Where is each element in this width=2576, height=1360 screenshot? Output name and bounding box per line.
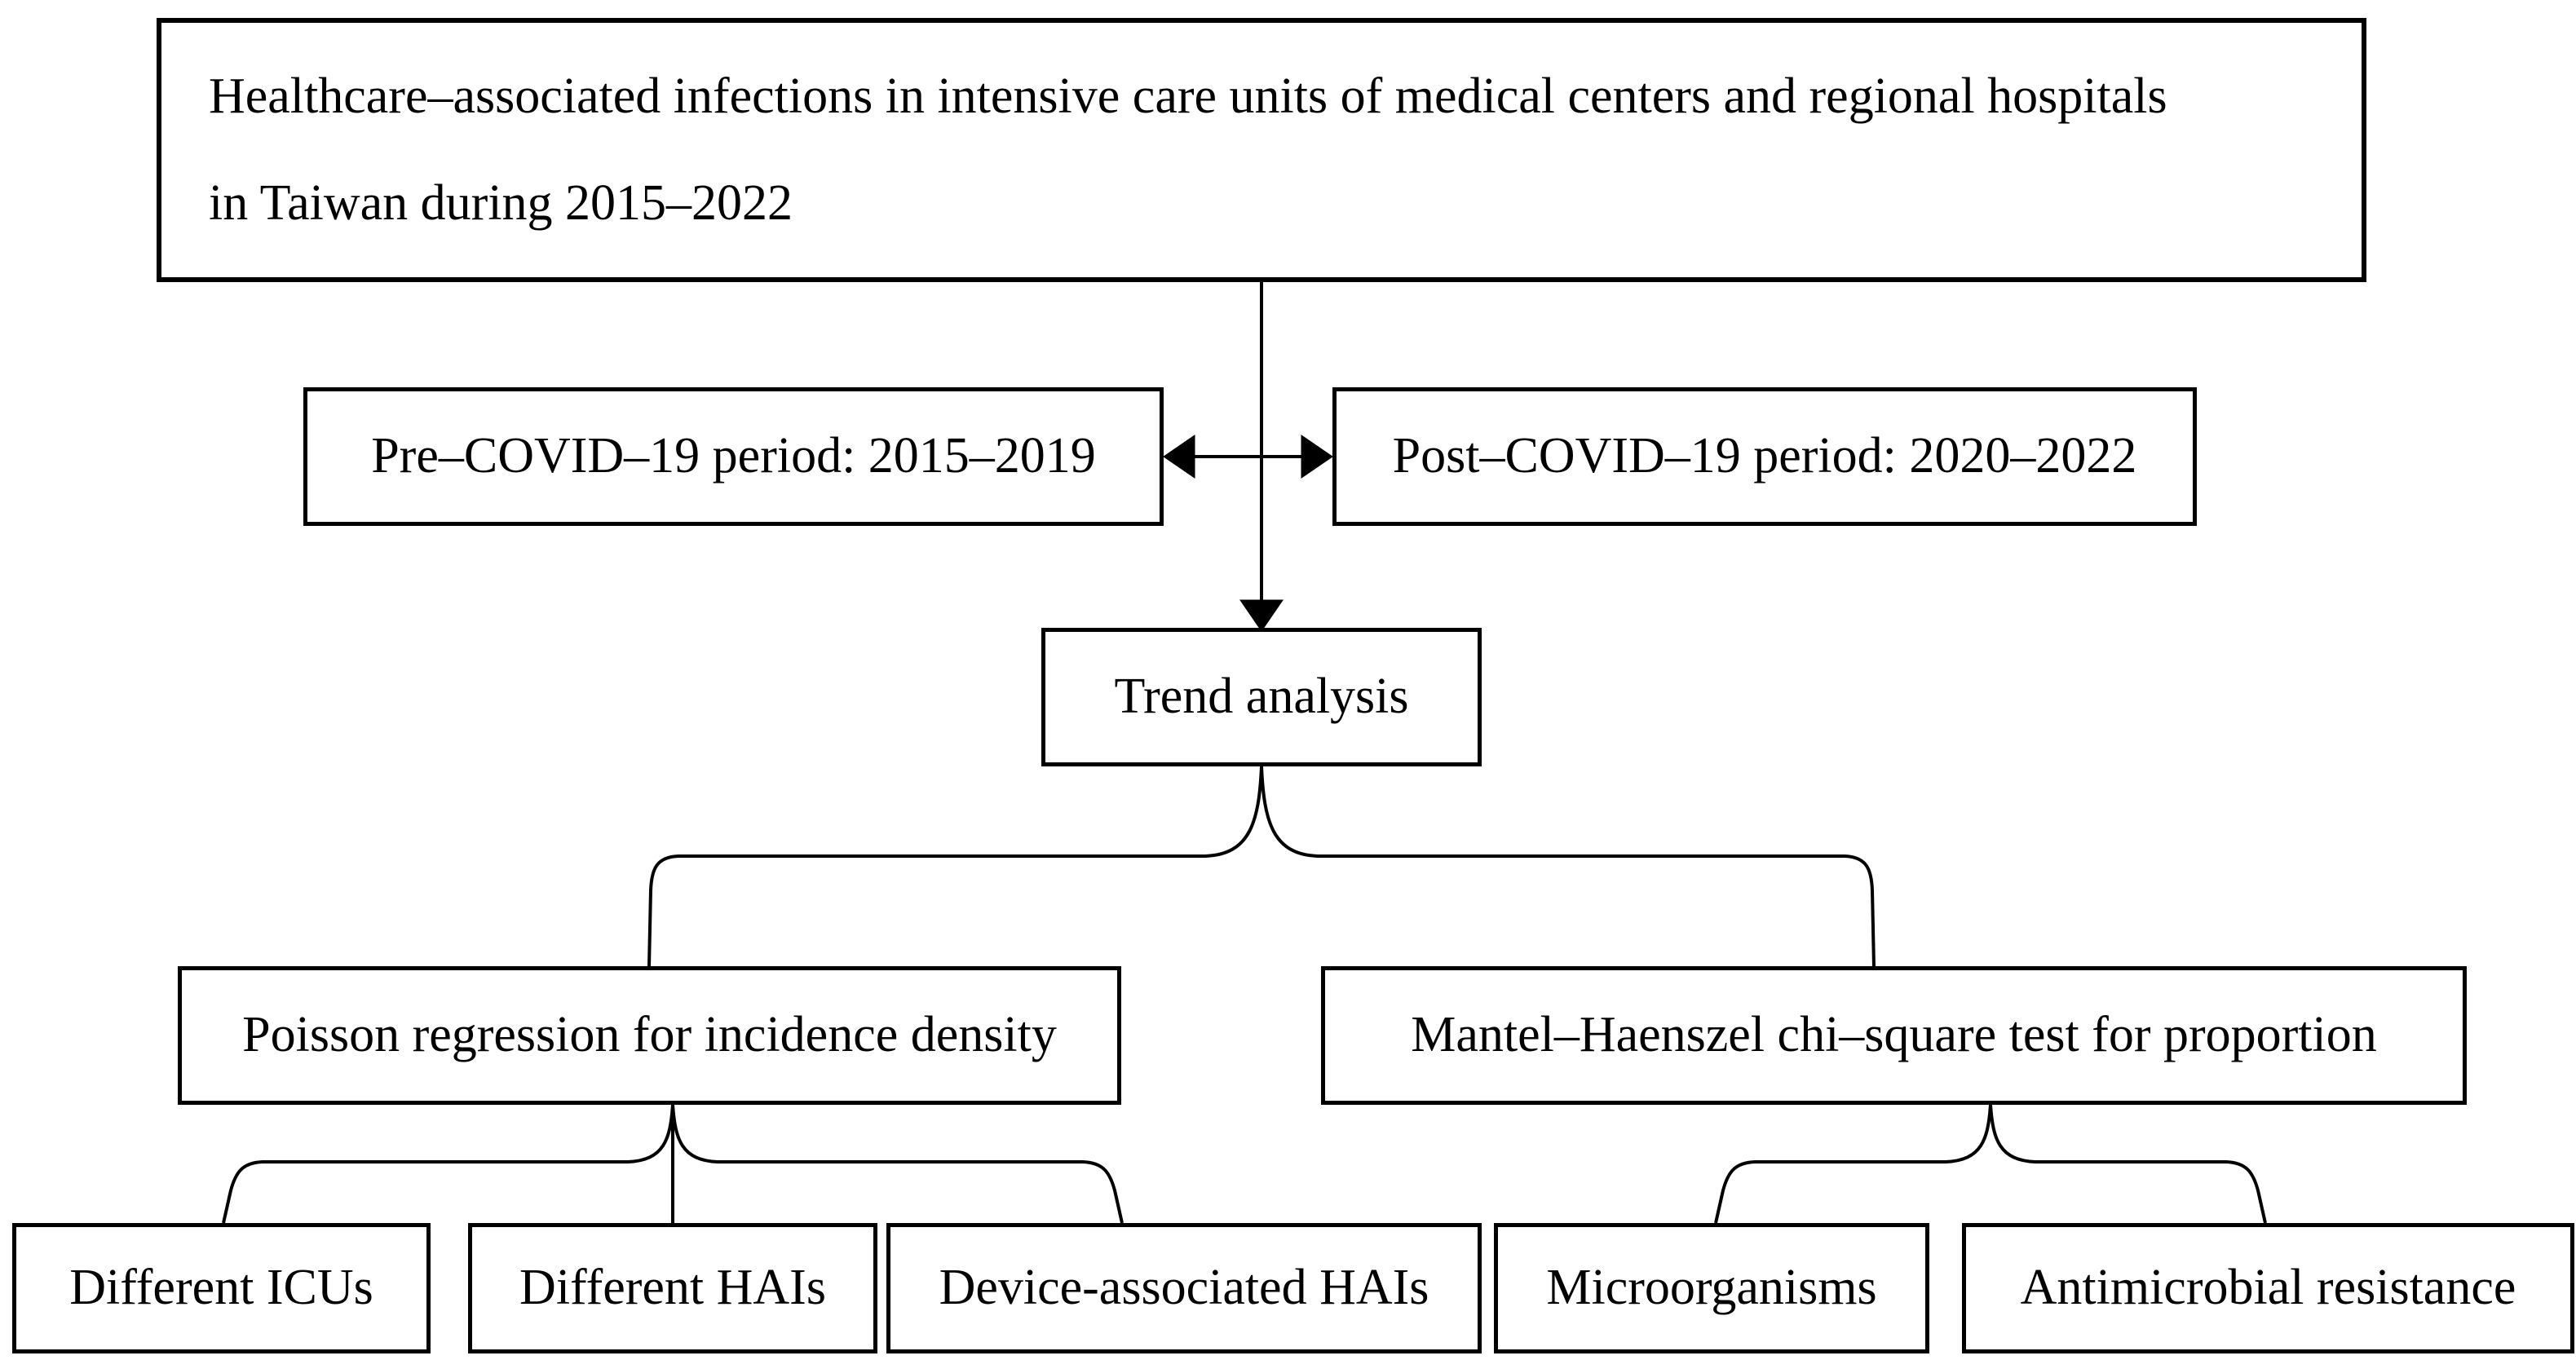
study-title-line2: in Taiwan during 2015–2022: [209, 175, 793, 231]
study-title-box: [157, 18, 2366, 282]
brace-mantel-to-outcomes: [1716, 1105, 2265, 1223]
brace-trend-to-methods: [649, 766, 1874, 966]
microorganisms-box: Microorganisms: [1494, 1223, 1929, 1353]
different-icus-box: Different ICUs: [12, 1223, 431, 1353]
trend-analysis-box: Trend analysis: [1041, 628, 1482, 766]
pre-covid-period-box: Pre–COVID–19 period: 2015–2019: [303, 387, 1164, 526]
device-associated-hais-box: Device-associated HAIs: [886, 1223, 1482, 1353]
antimicrobial-resistance-box: Antimicrobial resistance: [1962, 1223, 2574, 1353]
mantel-haenszel-box: Mantel–Haenszel chi–square test for proportion: [1321, 966, 2467, 1105]
post-covid-period-box: Post–COVID–19 period: 2020–2022: [1332, 387, 2197, 526]
arrowhead-down-icon: [1240, 600, 1283, 631]
arrowhead-left-icon: [1164, 435, 1195, 478]
different-hais-box: Different HAIs: [468, 1223, 877, 1353]
study-title-line1: Healthcare–associated infections in intensive care units of medical centers and regional hospitals: [209, 68, 2167, 124]
poisson-regression-box: Poisson regression for incidence density: [178, 966, 1121, 1105]
arrowhead-right-icon: [1301, 435, 1332, 478]
